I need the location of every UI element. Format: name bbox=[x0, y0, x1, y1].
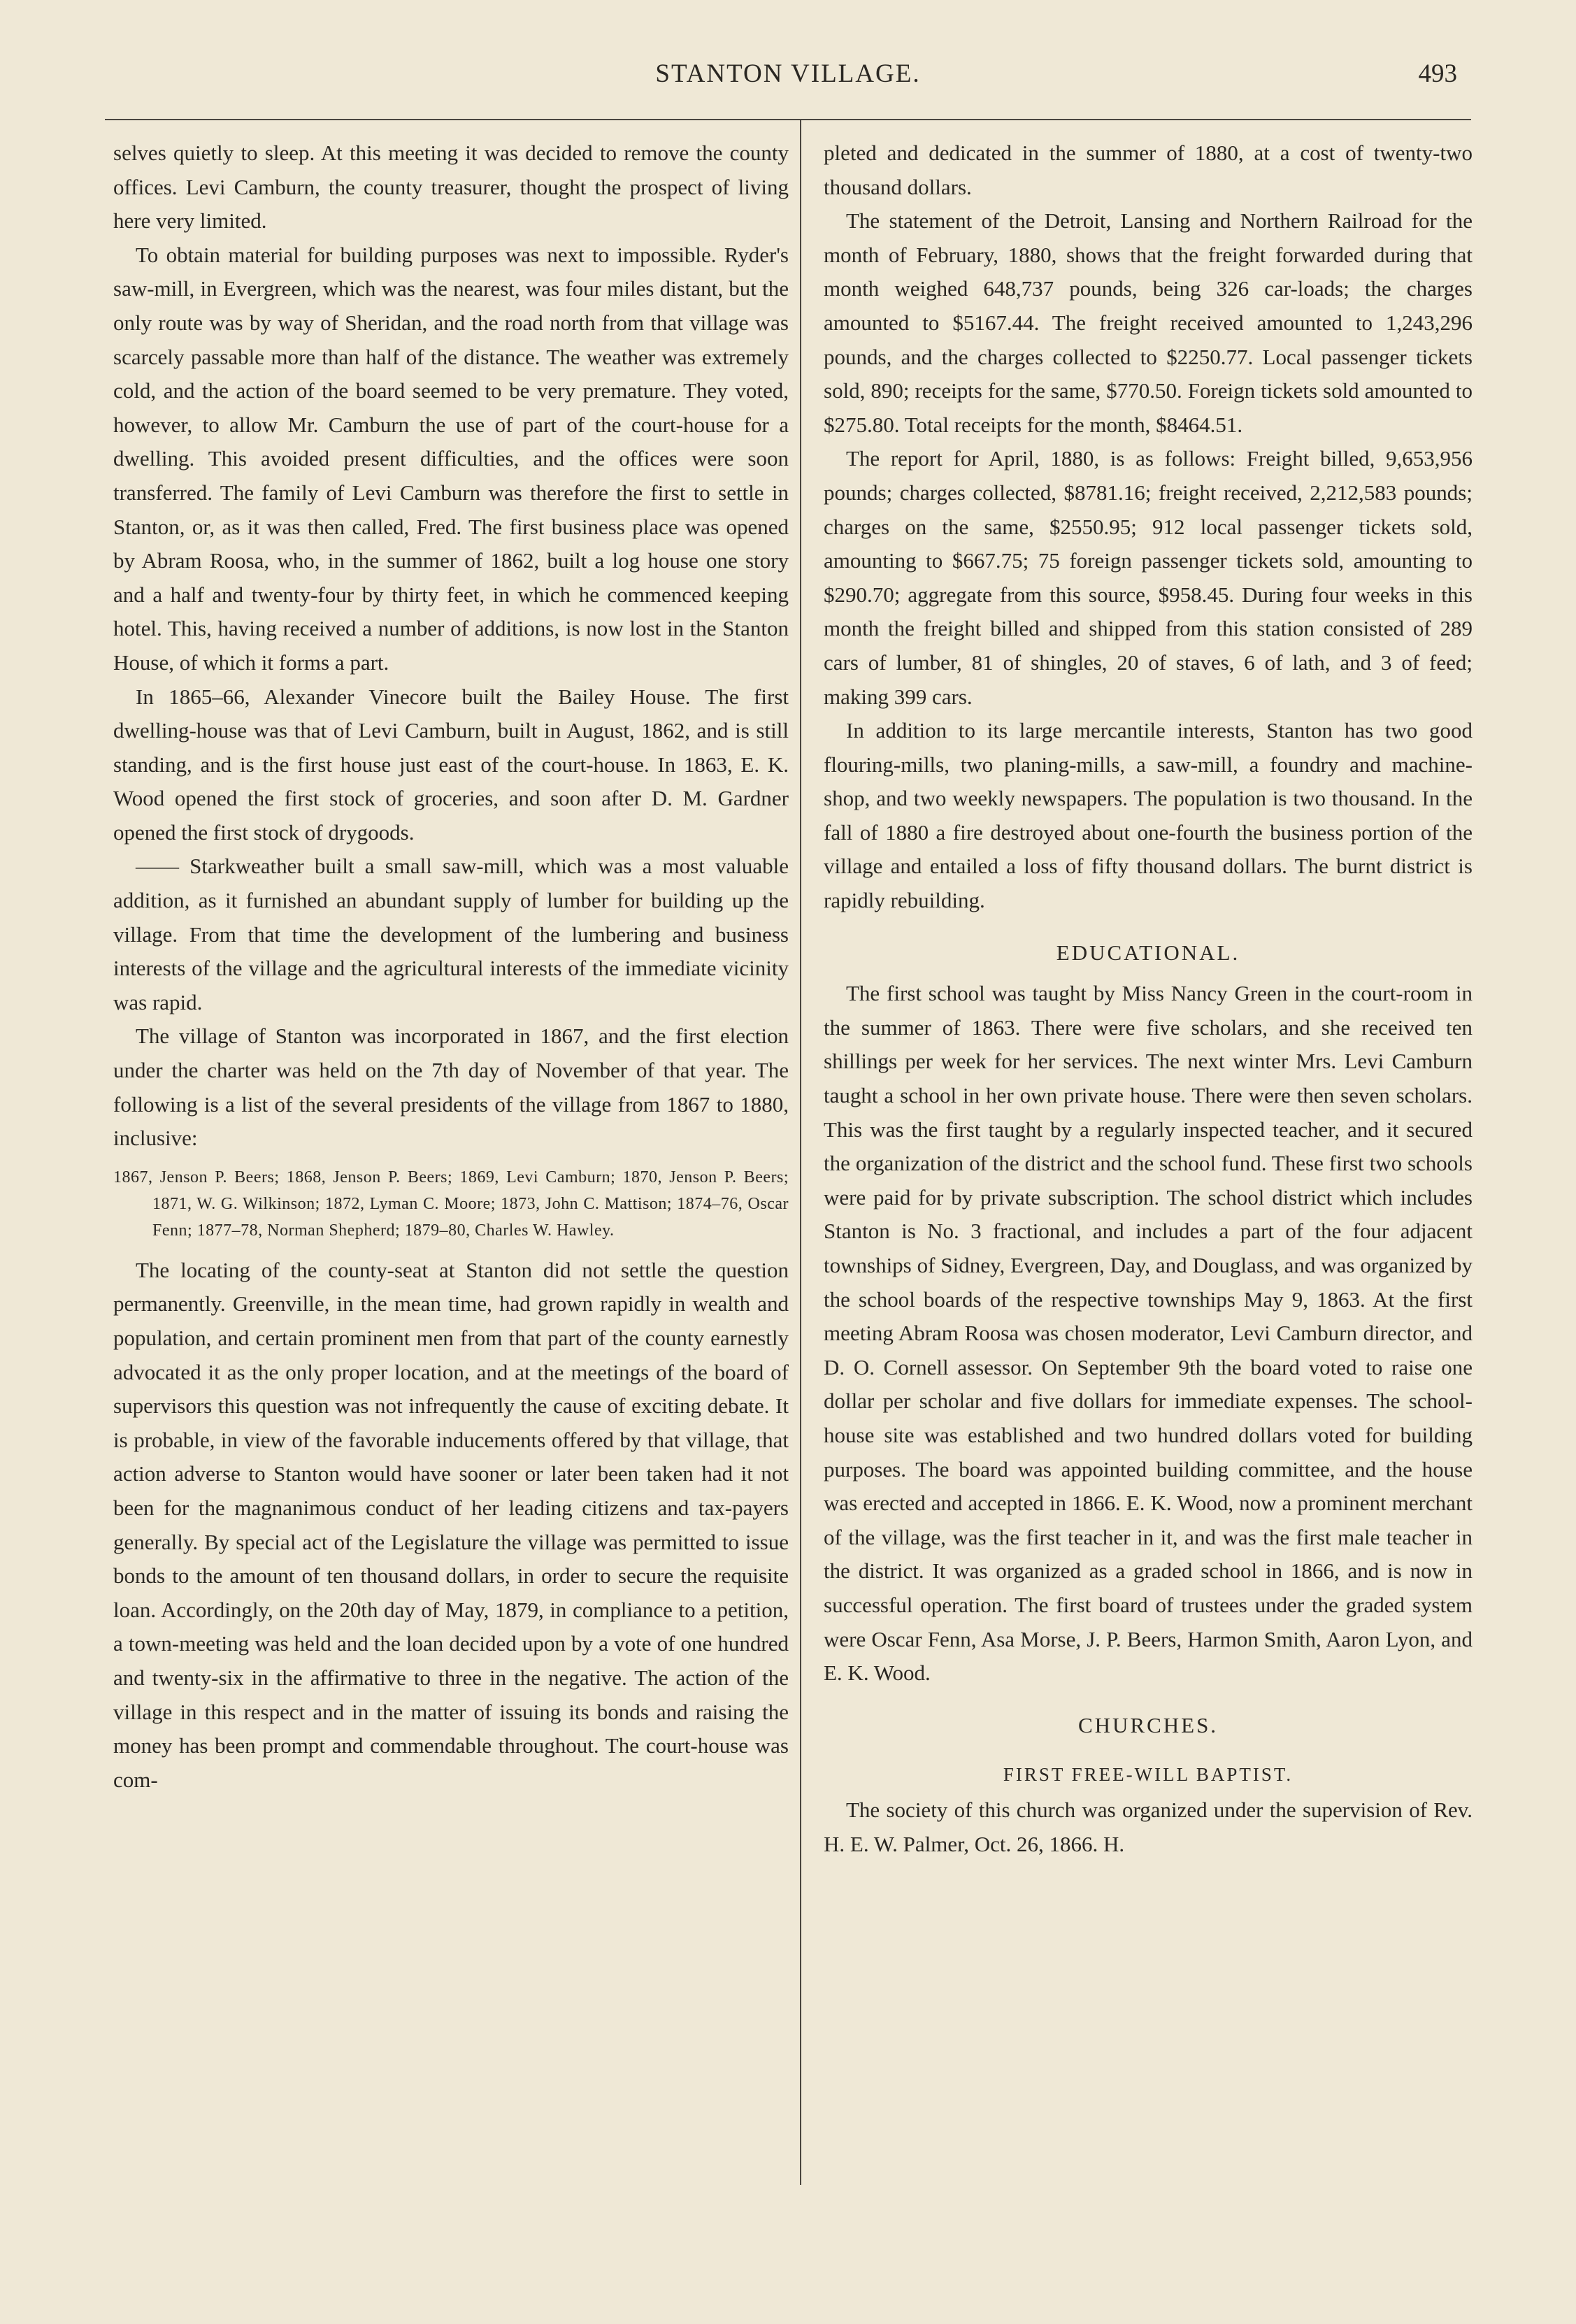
paragraph: In addition to its large mercantile interests, Stanton has two good flouring-mills, two planing-mills, a saw-mill, a foundry and machine-shop, and two weekly newspapers. The population is two thousand. In the fall of 1880 a fire destroyed about one-fourth the business portion of the village and entailed a loss of fifty thousand dollars. The burnt district is rapidly rebuilding. bbox=[824, 718, 1473, 913]
running-header bbox=[105, 59, 1471, 101]
paragraph: The report for April, 1880, is as follows: Freight billed, 9,653,956 pounds; charges collected, $8781.16; freight received, 2,212,583 pounds; charges on the same, $2550.95; 912 local passenger tickets sold, amounting to $667.75; 75 foreign passenger tickets sold, amounting to $290.70; aggregate from this source, $958.45. During four weeks in this month the freight billed and shipped from this station consisted of 289 cars of lumber, 81 of shingles, 20 of staves, 6 of lath, and 3 of feed; making 399 cars. bbox=[824, 446, 1473, 709]
paragraph: To obtain material for building purposes was next to impossible. Ryder's saw-mill, in Evergreen, which was the nearest, was four miles distant, but the only route was by way of Sheridan, and the road north from that village was scarcely passable more than half of the distance. The weather was extremely cold, and the action of the board seemed to be very premature. They voted, however, to allow Mr. Camburn the use of part of the court-house for a dwelling. This avoided present difficulties, and the offices were soon transferred. The family of Levi Camburn was therefore the first to settle in Stanton, or, as it was then called, Fred. The first business place was opened by Abram Roosa, who, in the summer of 1862, built a log house one story and a half and twenty-four by thirty feet, in which he commenced keeping hotel. This, having received a number of additions, is now lost in the Stanton House, of which it forms a part. bbox=[113, 242, 789, 675]
paragraph: The first school was taught by Miss Nancy Green in the court-room in the summer of 1863. There were five scholars, and she received ten shillings per week for her services. The next winter Mrs. Levi Camburn taught a school in her own private house. There were then seven scholars. This was the first taught by a regularly inspected teacher, and it secured the organization of the district and the school fund. These first two schools were paid for by private subscription. The school district which includes Stanton is No. 3 fractional, and includes a part of the four adjacent townships of Sidney, Evergreen, Day, and Douglass, and was organized by the school boards of the respective townships May 9, 1863. At the first meeting Abram Roosa was chosen moderator, Levi Camburn director, and D. O. Cornell assessor. On September 9th the board voted to raise one dollar per scholar and five dollars for immediate expenses. The school-house site was established and two hundred dollars voted for building purposes. The board was appointed building committee, and the house was erected and accepted in 1866. E. K. Wood, now a prominent merchant of the village, was the first teacher in it, and was the first male teacher in the district. It was organized as a graded school in 1866, and is now in successful operation. The first board of trustees under the graded system were Oscar Fenn, Asa Morse, J. P. Beers, Harmon Smith, Aaron Lyon, and E. K. Wood. bbox=[824, 981, 1473, 1686]
paragraph: pleted and dedicated in the summer of 1880, at a cost of twenty-two thousand dollars. bbox=[824, 141, 1473, 199]
section-heading-educational: EDUCATIONAL. bbox=[1056, 940, 1240, 965]
paragraph: —— Starkweather built a small saw-mill, which was a most valuable addition, as it furnished an abundant supply of lumber for building up the village. From that time the development of the lumbering and business interests of the village and the agricultural interests of the immediate vicinity was rapid. bbox=[113, 854, 789, 1014]
presidents-list: 1867, Jenson P. Beers; 1868, Jenson P. Beers; 1869, Levi Camburn; 1870, Jenson P. Beers; 1871, W. G. Wilkinson; 1872, Lyman C. Moore; 1873, John C. Mattison; 1874–76, Oscar Fenn; 1877–78, Norman Shepherd; 1879–80, Charles W. Hawley. bbox=[113, 1168, 789, 1240]
page-number: 493 bbox=[1418, 59, 1457, 88]
running-title: STANTON VILLAGE. bbox=[655, 59, 921, 88]
paragraph: selves quietly to sleep. At this meeting it was decided to remove the county offices. Levi Camburn, the county treasurer, thought the prospect of living here very limited. bbox=[113, 141, 789, 234]
left-column bbox=[113, 136, 789, 1797]
section-heading-churches: CHURCHES. bbox=[1077, 1712, 1219, 1737]
paragraph: The locating of the county-seat at Stanton did not settle the question permanently. Greenville, in the mean time, had grown rapidly in wealth and population, and certain prominent men from that part of the county earnestly advocated it as the only proper location, and at the meetings of the board of supervisors this question was not infrequently the cause of exciting debate. It is probable, in view of the favorable inducements offered by that village, that action adverse to Stanton would have sooner or later been taken had it not been for the magnanimous conduct of her leading citizens and tax-payers generally. By special act of the Legislature the village was permitted to issue bonds to the amount of ten thousand dollars, in order to secure the requisite loan. Accordingly, on the 20th day of May, 1879, in compliance to a petition, a town-meeting was held and the loan decided upon by a vote of one hundred and twenty-six in the affirmative to three in the negative. The action of the village in this respect and in the matter of issuing its bonds and raising the money has been prompt and commendable throughout. The court-house was com- bbox=[113, 1257, 789, 1792]
right-column bbox=[824, 136, 1473, 1861]
subsection-heading-baptist: FIRST FREE-WILL BAPTIST. bbox=[1003, 1764, 1294, 1786]
column-divider bbox=[800, 119, 801, 2185]
paragraph: In 1865–66, Alexander Vinecore built the Bailey House. The first dwelling-house was that of Levi Camburn, built in August, 1862, and is still standing, and is the first house just east of the court-house. In 1863, E. K. Wood opened the first stock of groceries, and soon after D. M. Gardner opened the first stock of drygoods. bbox=[113, 684, 789, 845]
header-rule bbox=[105, 119, 1471, 120]
paragraph: The society of this church was organized under the supervision of Rev. H. E. W. Palmer, Oct. 26, 1866. H. bbox=[824, 1797, 1473, 1856]
paragraph: The village of Stanton was incorporated in 1867, and the first election under the charter was held on the 7th day of November of that year. The following is a list of the several presidents of the village from 1867 to 1880, inclusive: bbox=[113, 1024, 789, 1151]
paragraph: The statement of the Detroit, Lansing and Northern Railroad for the month of February, 1880, shows that the freight forwarded during that month weighed 648,737 pounds, being 326 car-loads; the charges amounted to $5167.44. The freight received amounted to 1,243,296 pounds, and the charges collected to $2250.77. Local passenger tickets sold, 890; receipts for the same, $770.50. Foreign tickets sold amounted to $275.80. Total receipts for the month, $8464.51. bbox=[824, 208, 1473, 437]
